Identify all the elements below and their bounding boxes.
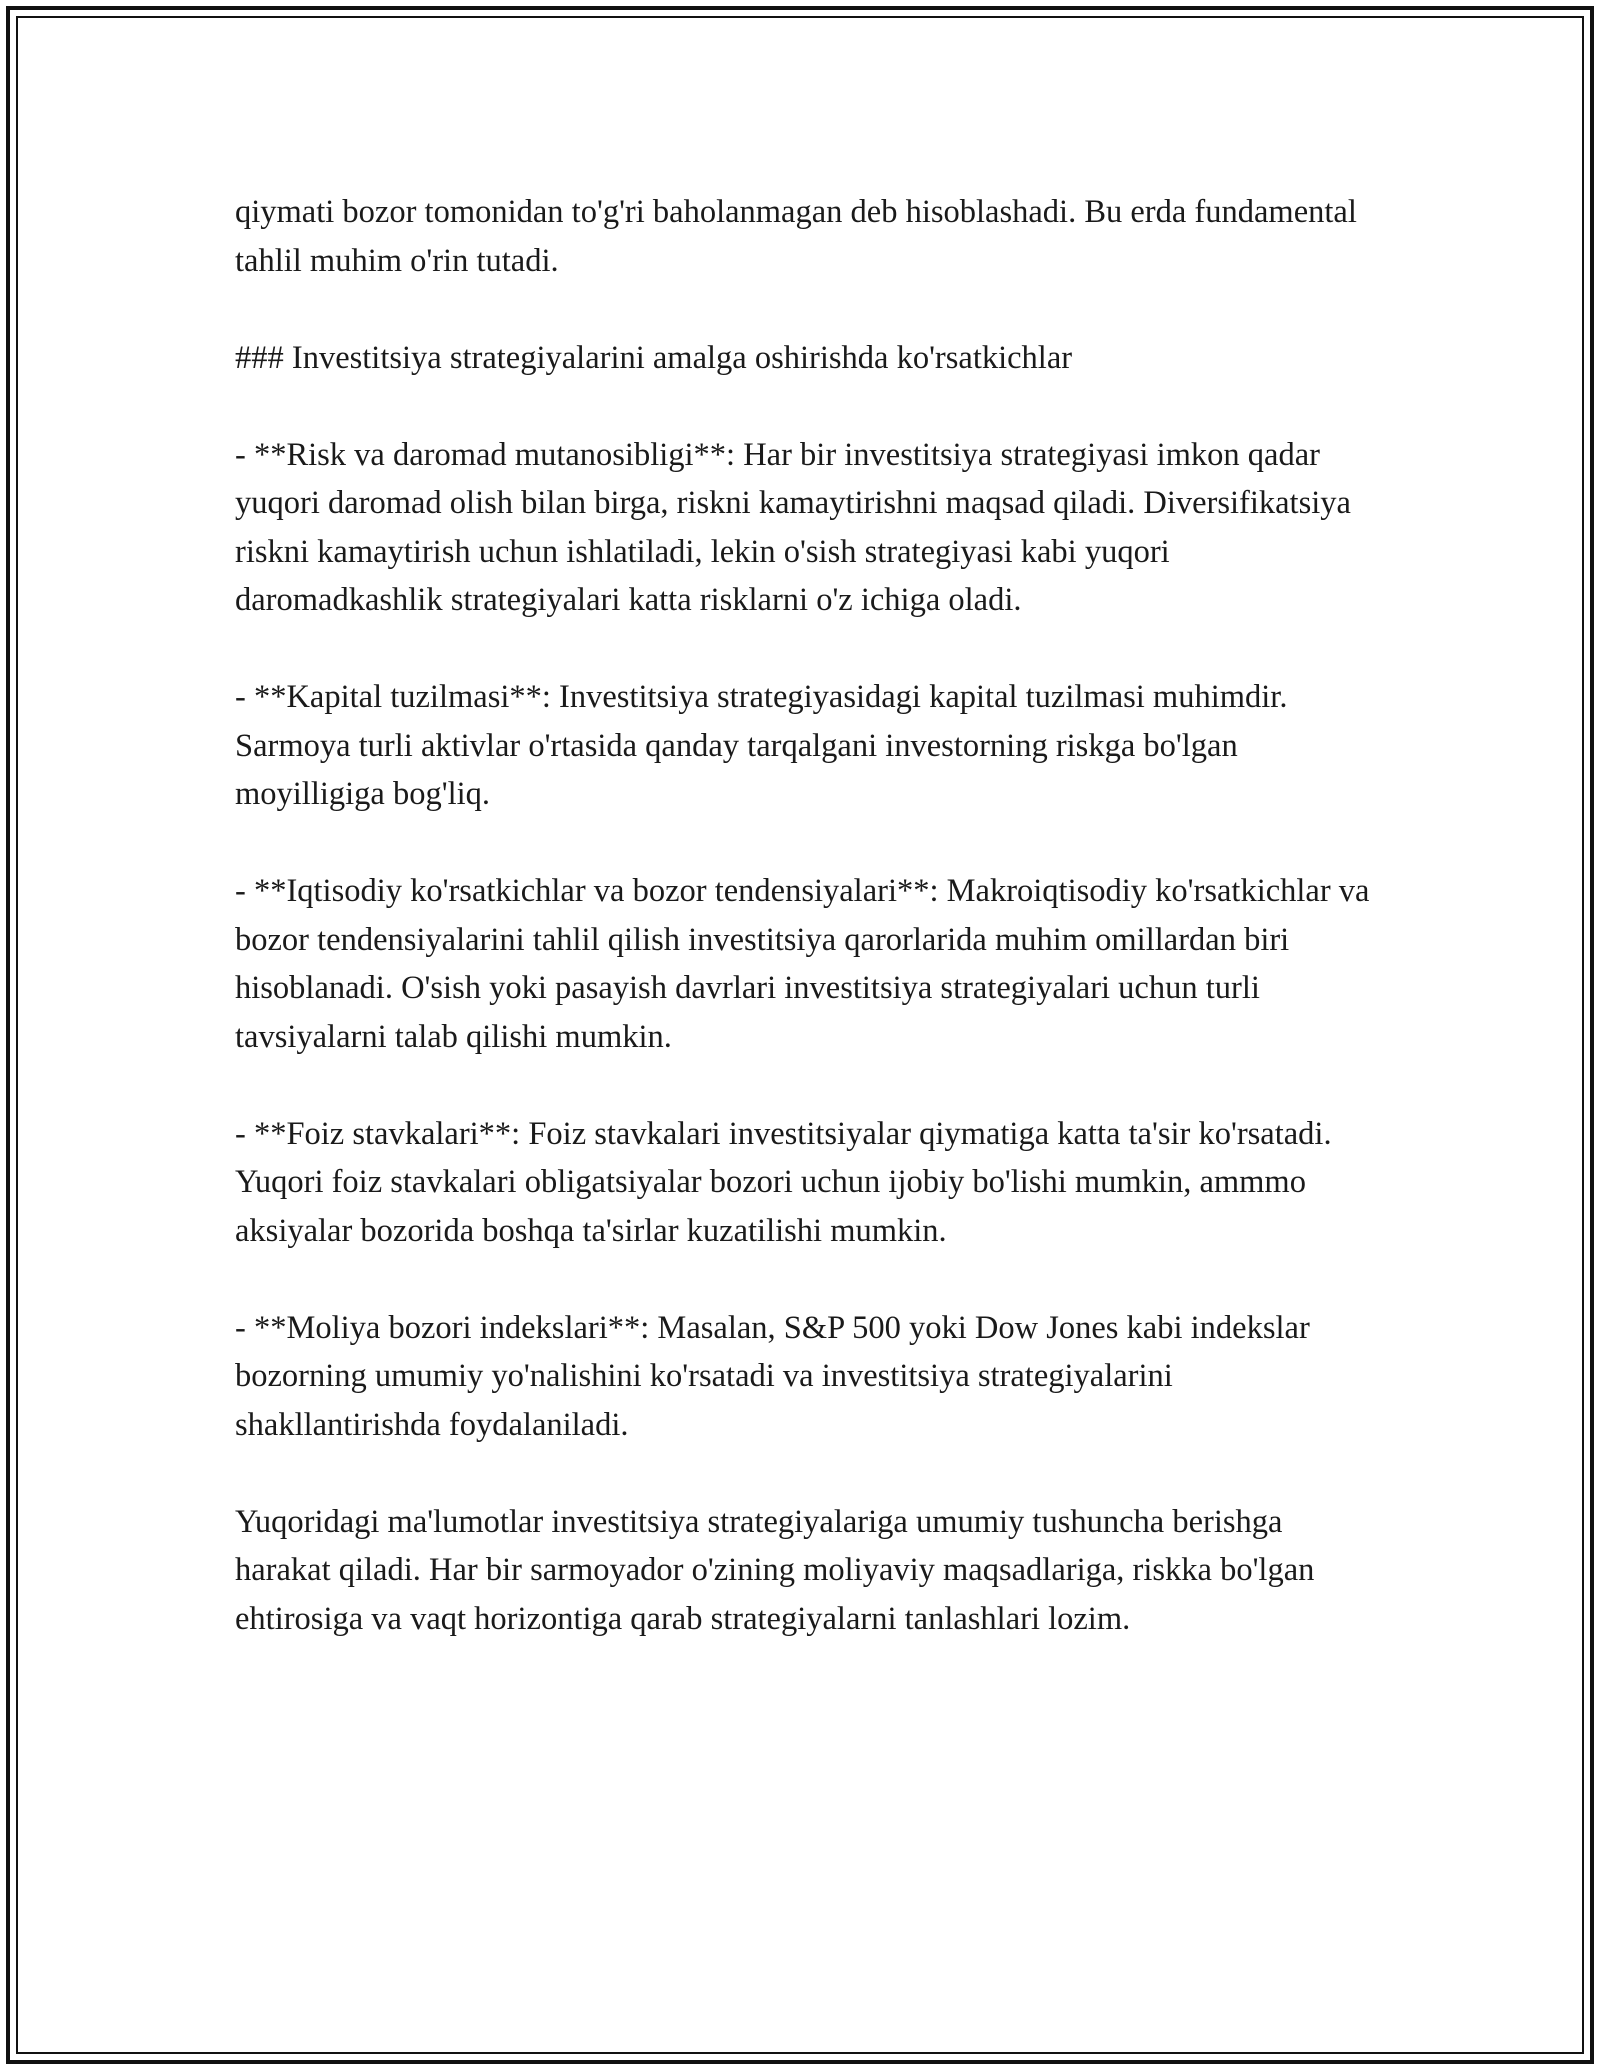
section-heading: ### Investitsiya strategiyalarini amalga oshirishda ko'rsatkichlar — [235, 339, 1073, 376]
document-body — [235, 188, 1385, 1643]
bullet-risk-return: - **Risk va daromad mutanosibligi**: Har bir investitsiya strategiyasi imkon qadar yuqori daromad olish bilan birga, riskni kamaytirishni maqsad qiladi. Diversifikatsiya riskni kamaytirish uchun ishlatiladi, lekin o'sish strategiyasi kabi yuqori daromadkashlik strategiyalari katta risklarni o'z ichiga oladi. — [235, 436, 1351, 618]
conclusion-paragraph: Yuqoridagi ma'lumotlar investitsiya strategiyalariga umumiy tushuncha berishga harakat qiladi. Har bir sarmoyador o'zining moliyaviy maqsadlariga, riskka bo'lgan ehtirosiga va vaqt horizontiga qarab strategiyalarni tanlashlari lozim. — [235, 1503, 1315, 1637]
bullet-market-indices: - **Moliya bozori indekslari**: Masalan, S&P 500 yoki Dow Jones kabi indekslar bozorning umumiy yo'nalishini ko'rsatadi va investitsiya strategiyalarini shakllantirishda foydalaniladi. — [235, 1309, 1310, 1443]
bullet-capital-structure: - **Kapital tuzilmasi**: Investitsiya strategiyasidagi kapital tuzilmasi muhimdir. Sarmoya turli aktivlar o'rtasida qanday tarqalgani investorning riskga bo'lgan moyilligiga bog'liq. — [235, 679, 1288, 812]
bullet-economic-indicators: - **Iqtisodiy ko'rsatkichlar va bozor tendensiyalari**: Makroiqtisodiy ko'rsatkichlar va bozor tendensiyalarini tahlil qilish investitsiya qarorlarida muhim omillardan biri hisoblanadi. O'sish yoki pasayish davrlari investitsiya strategiyalari uchun turli tavsiyalarni talab qilishi mumkin. — [235, 873, 1370, 1055]
bullet-interest-rates: - **Foiz stavkalari**: Foiz stavkalari investitsiyalar qiymatiga katta ta'sir ko'rsatadi. Yuqori foiz stavkalari obligatsiyalar bozori uchun ijobiy bo'lishi mumkin, ammmo aksiyalar bozorida boshqa ta'sirlar kuzatilishi mumkin. — [235, 1115, 1332, 1249]
intro-paragraph: qiymati bozor tomonidan to'g'ri baholanmagan deb hisoblashadi. Bu erda fundamental tahlil muhim o'rin tutadi. — [235, 194, 1357, 279]
